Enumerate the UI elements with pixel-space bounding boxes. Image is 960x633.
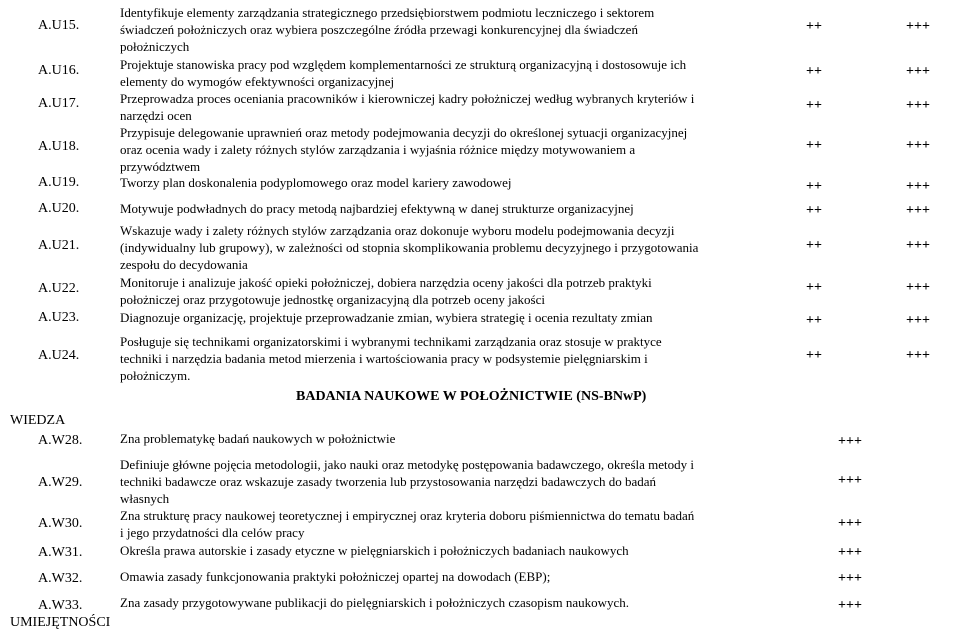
mark-level-2: +++ bbox=[906, 179, 930, 194]
outcome-description: Zna problematykę badań naukowych w położnictwie bbox=[120, 431, 396, 446]
outcome-code: A.U15. bbox=[38, 18, 80, 33]
outcome-description: Zna strukturę pracy naukowej teoretycznej i empirycznej oraz kryteria doboru piśmiennictwa do tematu badań i jego przydatności dla celów pracy bbox=[120, 508, 695, 540]
mark-level-1: ++ bbox=[806, 138, 822, 153]
mark-level-2: +++ bbox=[906, 138, 930, 153]
outcome-code: A.W29. bbox=[38, 475, 83, 490]
mark-level-2: +++ bbox=[906, 238, 930, 253]
mark-level: +++ bbox=[838, 516, 862, 531]
outcome-description: Tworzy plan doskonalenia podyplomowego oraz model kariery zawodowej bbox=[120, 175, 512, 190]
mark-level: +++ bbox=[838, 473, 862, 488]
mark-level-2: +++ bbox=[906, 280, 930, 295]
mark-level-2: +++ bbox=[906, 64, 930, 79]
mark-level-1: ++ bbox=[806, 238, 822, 253]
outcome-description: Motywuje podwładnych do pracy metodą najbardziej efektywną w danej strukturze organizacyjnej bbox=[120, 201, 634, 216]
outcome-code: A.U22. bbox=[38, 281, 80, 296]
outcome-description: Określa prawa autorskie i zasady etyczne w pielęgniarskich i położniczych badaniach naukowych bbox=[120, 543, 629, 558]
mark-level-2: +++ bbox=[906, 19, 930, 34]
mark-level: +++ bbox=[838, 434, 862, 449]
outcome-code: A.U24. bbox=[38, 348, 80, 363]
mark-level-1: ++ bbox=[806, 98, 822, 113]
mark-level-1: ++ bbox=[806, 19, 822, 34]
mark-level-1: ++ bbox=[806, 280, 822, 295]
mark-level-1: ++ bbox=[806, 64, 822, 79]
outcome-description: Definiuje główne pojęcia metodologii, jako nauki oraz metodykę postępowania badawczego, określa metody i techniki badawcze oraz wskazuje zasady tworzenia lub przystosowania narzędzi badawczych do badań własnych bbox=[120, 457, 694, 506]
mark-level-1: ++ bbox=[806, 348, 822, 363]
outcome-description: Przypisuje delegowanie uprawnień oraz metody podejmowania decyzji do określonej sytuacji organizacyjnej oraz ocenia wady i zalety różnych stylów zarządzania i wyjaśnia różnice między motywowaniem a przywództwem bbox=[120, 125, 688, 174]
section-heading: BADANIA NAUKOWE W POŁOŻNICTWIE (NS-BNwP) bbox=[296, 389, 647, 404]
category-label-umiejetnosci: UMIEJĘTNOŚCI bbox=[10, 615, 111, 630]
mark-level-1: ++ bbox=[806, 179, 822, 194]
outcome-description: Diagnozuje organizację, projektuje przeprowadzanie zmian, wybiera strategię i ocenia rezultaty zmian bbox=[120, 310, 653, 325]
outcome-code: A.W28. bbox=[38, 433, 83, 448]
outcome-code: A.W33. bbox=[38, 598, 83, 613]
outcome-code: A.U17. bbox=[38, 96, 80, 111]
outcome-code: A.U20. bbox=[38, 201, 80, 216]
outcome-code: A.W31. bbox=[38, 545, 83, 560]
mark-level-2: +++ bbox=[906, 348, 930, 363]
mark-level: +++ bbox=[838, 545, 862, 560]
outcome-code: A.W32. bbox=[38, 571, 83, 586]
outcome-description: Posługuje się technikami organizatorskimi i wybranymi technikami zarządzania oraz stosuje w praktyce techniki i narzędzia badania metod mierzenia i wartościowania pracy w podsystemie pielęgniarskim i położniczym. bbox=[120, 334, 662, 383]
mark-level: +++ bbox=[838, 571, 862, 586]
outcome-description: Monitoruje i analizuje jakość opieki położniczej, dobiera narzędzia oceny jakości dla potrzeb praktyki położniczej oraz przygotowuje jednostkę organizacyjną dla potrzeb oceny jakości bbox=[120, 275, 652, 307]
outcome-description: Przeprowadza proces oceniania pracowników i kierowniczej kadry położniczej według wybranych kryteriów i narzędzi ocen bbox=[120, 91, 695, 123]
mark-level: +++ bbox=[838, 598, 862, 613]
outcome-description: Identyfikuje elementy zarządzania strategicznego przedsiębiorstwem podmiotu leczniczego i sektorem świadczeń położniczych oraz wybiera poszczególne źródła przewagi konkurencyjnej dla świadczeń położniczych bbox=[120, 5, 655, 54]
outcome-code: A.U19. bbox=[38, 175, 80, 190]
outcome-description: Wskazuje wady i zalety różnych stylów zarządzania oraz dokonuje wyboru modelu podejmowania decyzji (indywidualny lub grupowy), w zależności od stopnia skomplikowania problemu decyzyjnego i przygotowania zespołu do decydowania bbox=[120, 223, 699, 272]
outcome-description: Projektuje stanowiska pracy pod względem komplementarności ze strukturą organizacyjną i dostosowuje ich elementy do wymogów efektywności organizacyjnej bbox=[120, 57, 687, 89]
outcome-description: Zna zasady przygotowywane publikacji do pielęgniarskich i położniczych czasopism naukowych. bbox=[120, 595, 630, 610]
category-label-wiedza: WIEDZA bbox=[10, 413, 66, 428]
outcome-description: Omawia zasady funkcjonowania praktyki położniczej opartej na dowodach (EBP); bbox=[120, 569, 551, 584]
outcome-code: A.W30. bbox=[38, 516, 83, 531]
mark-level-1: ++ bbox=[806, 203, 822, 218]
mark-level-1: ++ bbox=[806, 313, 822, 328]
outcome-code: A.U18. bbox=[38, 139, 80, 154]
mark-level-2: +++ bbox=[906, 313, 930, 328]
mark-level-2: +++ bbox=[906, 203, 930, 218]
outcome-code: A.U21. bbox=[38, 238, 80, 253]
mark-level-2: +++ bbox=[906, 98, 930, 113]
outcome-code: A.U23. bbox=[38, 310, 80, 325]
outcome-code: A.U16. bbox=[38, 63, 80, 78]
